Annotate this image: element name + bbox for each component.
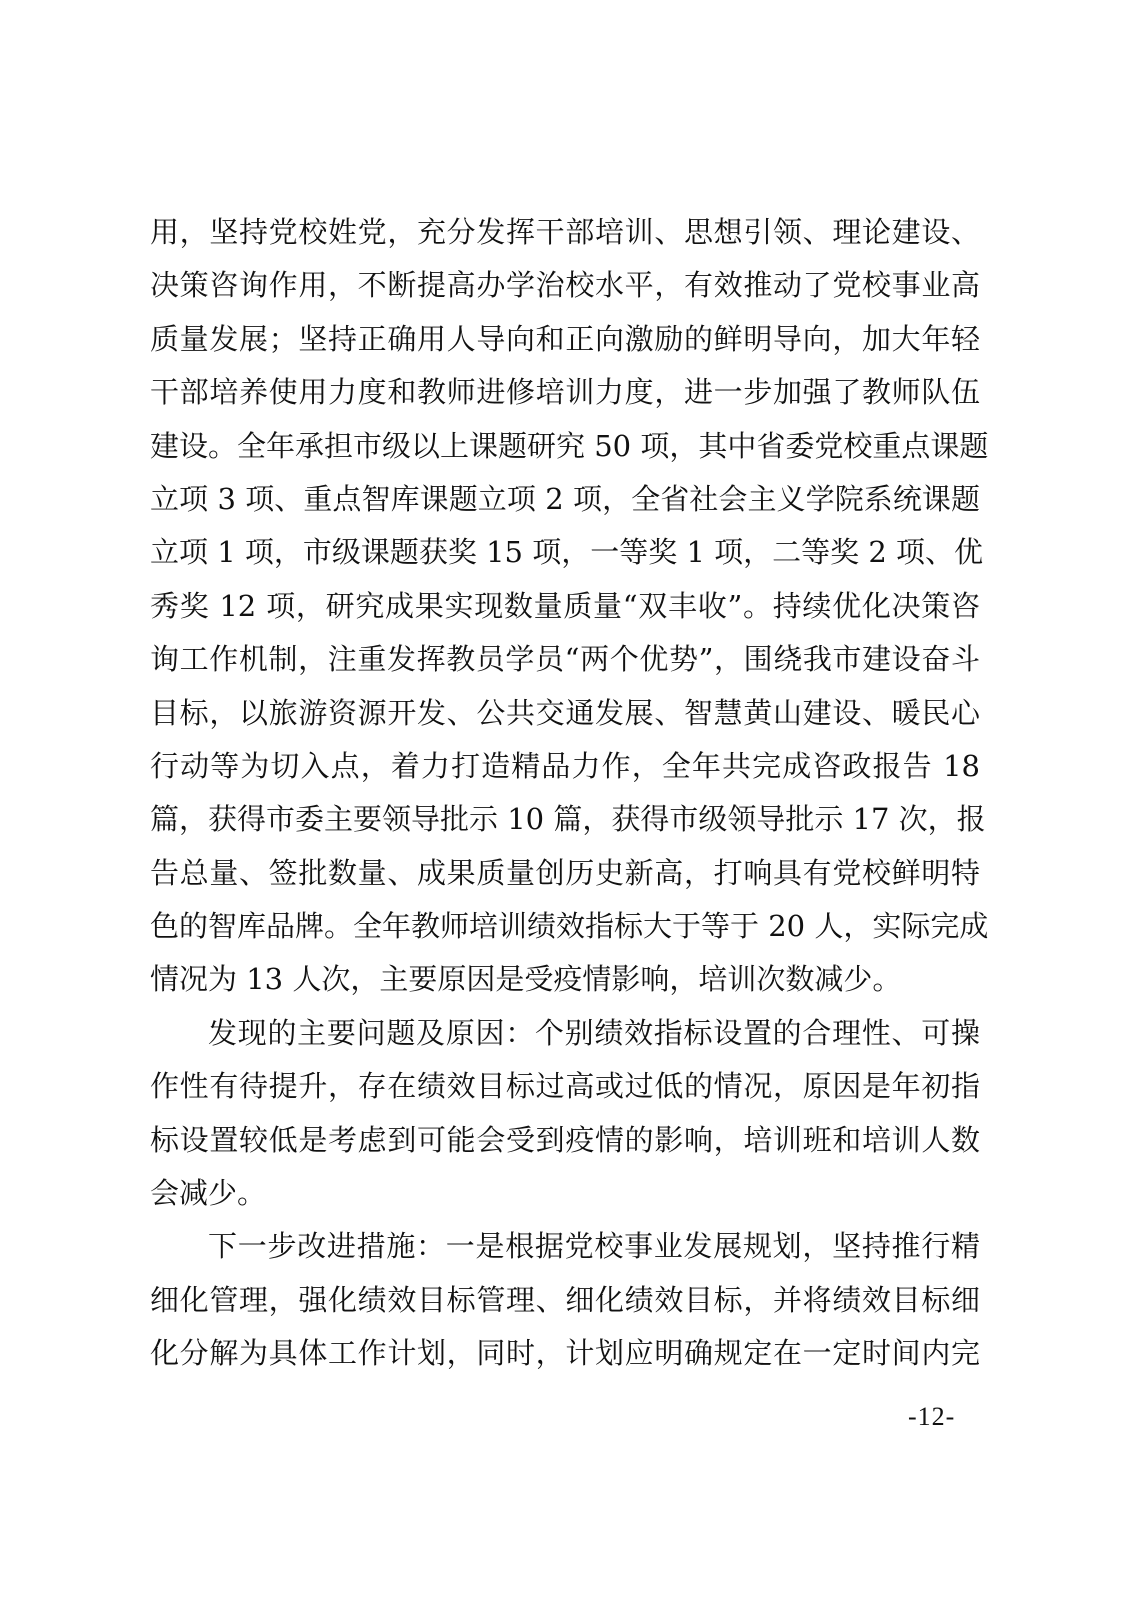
page-number: -12- [908,1402,956,1431]
text-line: 情况为 13 人次，主要原因是受疫情影响，培训次数减少。 [150,962,902,997]
text-line: 下一步改进措施：一是根据党校事业发展规划，坚持推行精 [208,1229,980,1264]
text-line: 发现的主要问题及原因：个别绩效指标设置的合理性、可操 [208,1015,980,1050]
body-text [150,206,989,1381]
text-line: 质量发展；坚持正确用人导向和正向激励的鲜明导向，加大年轻 [150,321,980,356]
text-line: 告总量、签批数量、成果质量创历史新高，打响具有党校鲜明特 [150,855,980,890]
text-line: 篇，获得市委主要领导批示 10 篇，获得市级领导批示 17 次，报 [150,802,986,837]
text-line: 询工作机制，注重发挥教员学员“两个优势”，围绕我市建设奋斗 [150,642,980,677]
paragraph-2 [150,1007,980,1221]
text-line: 色的智库品牌。全年教师培训绩效指标大于等于 20 人，实际完成 [150,909,989,944]
text-line: 用，坚持党校姓党，充分发挥干部培训、思想引领、理论建设、 [150,215,980,249]
text-line: 标设置较低是考虑到可能会受到疫情的影响，培训班和培训人数 [150,1122,980,1157]
text-line: 建设。全年承担市级以上课题研究 50 项，其中省委党校重点课题 [150,428,989,463]
text-line: 干部培养使用力度和教师进修培训力度，进一步加强了教师队伍 [150,375,980,410]
text-line: 秀奖 12 项，研究成果实现数量质量“双丰收”。持续优化决策咨 [150,588,980,623]
paragraph-1 [150,206,989,1007]
text-line: 作性有待提升，存在绩效目标过高或过低的情况，原因是年初指 [150,1069,980,1104]
paragraph-3 [150,1220,980,1380]
text-line: 化分解为具体工作计划，同时，计划应明确规定在一定时间内完 [150,1336,980,1371]
text-line: 决策咨询作用，不断提高办学治校水平，有效推动了党校事业高 [150,268,980,303]
text-line: 立项 1 项，市级课题获奖 15 项，一等奖 1 项，二等奖 2 项、优 [150,535,984,570]
text-line: 会减少。 [150,1176,267,1211]
text-line: 目标，以旅游资源开发、公共交通发展、智慧黄山建设、暖民心 [150,695,980,730]
text-line: 行动等为切入点，着力打造精品力作，全年共完成咨政报告 18 [150,748,980,783]
text-line: 细化管理，强化绩效目标管理、细化绩效目标，并将绩效目标细 [150,1282,980,1317]
text-line: 立项 3 项、重点智库课题立项 2 项，全省社会主义学院系统课题 [150,481,980,516]
